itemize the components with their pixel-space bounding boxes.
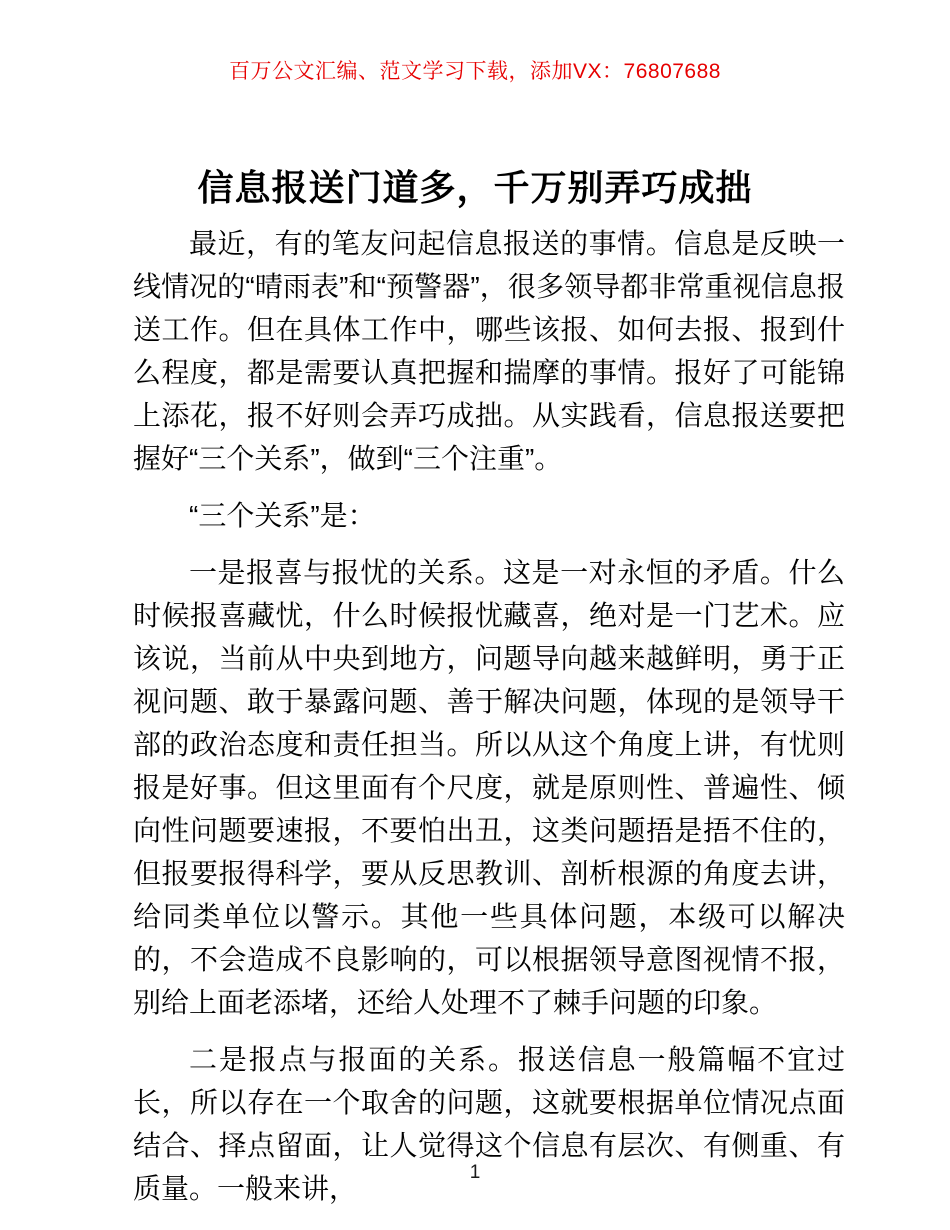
paragraph-relation-two: 二是报点与报面的关系。报送信息一般篇幅不宜过长，所以存在一个取舍的问题，这就要根据单位情况点面结合、择点留面，让人觉得这个信息有层次、有侧重、有质量。一般来讲，: [133, 1044, 845, 1204]
paragraph-relation-one: 一是报喜与报忧的关系。这是一对永恒的矛盾。什么时候报喜藏忧，什么时候报忧藏喜，绝对是一门艺术。应该说，当前从中央到地方，问题导向越来越鲜明，勇于正视问题、敢于暴露问题、善于解决问题，体现的是领导干部的政治态度和责任担当。所以从这个角度上讲，有忧则报是好事。但这里面有个尺度，就是原则性、普遍性、倾向性问题要速报，不要怕出丑，这类问题捂是捂不住的，但报要报得科学，要从反思教训、剖析根源的角度去讲，给同类单位以警示。其他一些具体问题，本级可以解决的，不会造成不良影响的，可以根据领导意图视情不报，别给上面老添堵，还给人处理不了棘手问题的印象。: [133, 557, 845, 1018]
document-body: [133, 222, 845, 1224]
page-number: 1: [469, 1162, 481, 1183]
promo-header-text: 百万公文汇编、范文学习下载，添加VX：76807688: [229, 60, 721, 83]
paragraph-intro: 最近，有的笔友问起信息报送的事情。信息是反映一线情况的“晴雨表”和“预警器”，很多领导都非常重视信息报送工作。但在具体工作中，哪些该报、如何去报、报到什么程度，都是需要认真把握和揣摩的事情。报好了可能锦上添花，报不好则会弄巧成拙。从实践看，信息报送要把握好“三个关系”，做到“三个注重”。: [133, 228, 845, 474]
document-title: 信息报送门道多，千万别弄巧成拙: [197, 167, 753, 208]
paragraph-three-relations-lead: “三个关系”是：: [189, 500, 376, 531]
